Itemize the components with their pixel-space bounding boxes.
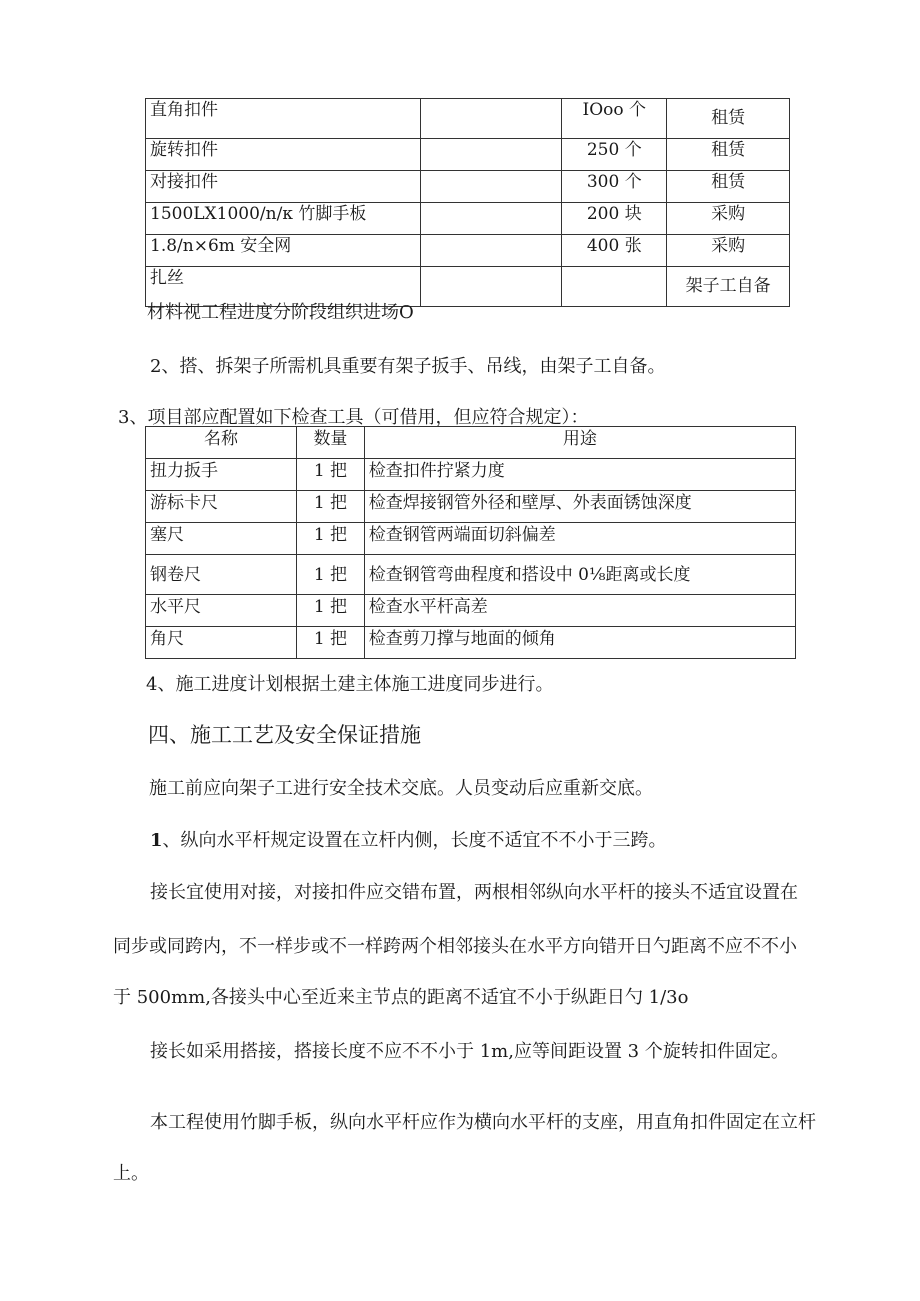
table-row	[146, 203, 790, 235]
tool-quantity: 1 把	[297, 595, 365, 627]
table-row	[146, 459, 796, 491]
section-heading: 四、施工工艺及安全保证措施	[148, 723, 421, 747]
bamboo-board-line-2: 上。	[113, 1163, 149, 1184]
tool-name: 塞尺	[146, 523, 297, 555]
splice-line-2: 同步或同跨内，不一样步或不一样跨两个相邻接头在水平方向错开日勺距离不应不不小	[113, 936, 797, 957]
bamboo-board-line-1: 本工程使用竹脚手板，纵向水平杆应作为横向水平杆的支座，用直角扣件固定在立杆	[150, 1112, 816, 1133]
table-row	[146, 595, 796, 627]
material-spec	[420, 171, 562, 203]
tool-purpose: 检查钢管两端面切斜偏差	[364, 523, 795, 555]
table-row	[146, 171, 790, 203]
material-name: 直角扣件	[146, 99, 421, 139]
material-spec	[420, 203, 562, 235]
tool-purpose: 检查扣件拧紧力度	[364, 459, 795, 491]
splice-line-3: 于 500mm,各接头中心至近来主节点的距离不适宜不小于纵距日勺 1/3o	[113, 987, 689, 1008]
table-row	[146, 139, 790, 171]
tool-purpose: 检查钢管弯曲程度和搭设中 0⅛距离或长度	[364, 555, 795, 595]
material-spec	[420, 267, 562, 307]
item-1-number: 1	[150, 830, 163, 851]
tool-purpose: 检查剪刀撑与地面的倾角	[364, 627, 795, 659]
materials-table	[145, 98, 790, 307]
material-method: 租赁	[667, 139, 790, 171]
item-3: 3、项目部应配置如下检查工具（可借用，但应符合规定）：	[118, 407, 589, 428]
material-spec	[420, 235, 562, 267]
lap-splice-note: 接长如采用搭接，搭接长度不应不不小于 1m,应等间距设置 3 个旋转扣件固定。	[150, 1041, 789, 1062]
tool-name: 扭力扳手	[146, 459, 297, 491]
material-method: 租赁	[667, 171, 790, 203]
item-2: 2、搭、拆架子所需机具重要有架子扳手、吊线，由架子工自备。	[150, 356, 666, 377]
tool-quantity: 1 把	[297, 459, 365, 491]
material-spec	[420, 99, 562, 139]
material-quantity: 200 块	[562, 203, 667, 235]
pre-construction-note: 施工前应向架子工进行安全技术交底。人员变动后应重新交底。	[149, 778, 653, 799]
table-row	[146, 491, 796, 523]
tool-name: 水平尺	[146, 595, 297, 627]
material-name: 1.8∕n×6m 安全网	[146, 235, 421, 267]
material-name: 1500LX1000∕n∕κ 竹脚手板	[146, 203, 421, 235]
material-quantity: 400 张	[562, 235, 667, 267]
tool-purpose: 检查水平杆高差	[364, 595, 795, 627]
item-1	[150, 826, 667, 852]
material-spec	[420, 139, 562, 171]
material-name: 旋转扣件	[146, 139, 421, 171]
table-row	[146, 627, 796, 659]
tool-name: 游标卡尺	[146, 491, 297, 523]
header-name: 名称	[146, 427, 297, 459]
header-purpose: 用途	[364, 427, 795, 459]
header-quantity: 数量	[297, 427, 365, 459]
splice-line-1: 接长宜使用对接，对接扣件应交错布置，两根相邻纵向水平杆的接头不适宜设置在	[150, 882, 798, 903]
material-method: 架子工自备	[667, 267, 790, 307]
material-method: 采购	[667, 203, 790, 235]
tool-quantity: 1 把	[297, 491, 365, 523]
tool-quantity: 1 把	[297, 555, 365, 595]
material-method: 租赁	[667, 99, 790, 139]
tool-purpose: 检查焊接钢管外径和壁厚、外表面锈蚀深度	[364, 491, 795, 523]
material-quantity: IOoo 个	[562, 99, 667, 139]
item-4: 4、施工进度计划根据土建主体施工进度同步进行。	[146, 674, 554, 695]
tool-quantity: 1 把	[297, 627, 365, 659]
material-quantity: 300 个	[562, 171, 667, 203]
tools-table	[145, 426, 796, 659]
table-row	[146, 235, 790, 267]
tool-name: 角尺	[146, 627, 297, 659]
materials-note: 材料视工程进度分阶段组织进场O	[147, 302, 414, 323]
material-quantity	[562, 267, 667, 307]
table-header-row	[146, 427, 796, 459]
table-row	[146, 555, 796, 595]
material-name: 对接扣件	[146, 171, 421, 203]
tool-quantity: 1 把	[297, 523, 365, 555]
table-row	[146, 99, 790, 139]
material-quantity: 250 个	[562, 139, 667, 171]
material-method: 采购	[667, 235, 790, 267]
material-name: 扎丝	[146, 267, 421, 307]
tool-name: 钢卷尺	[146, 555, 297, 595]
table-row	[146, 523, 796, 555]
item-1-text: 、纵向水平杆规定设置在立杆内侧，长度不适宜不不小于三跨。	[162, 830, 667, 851]
